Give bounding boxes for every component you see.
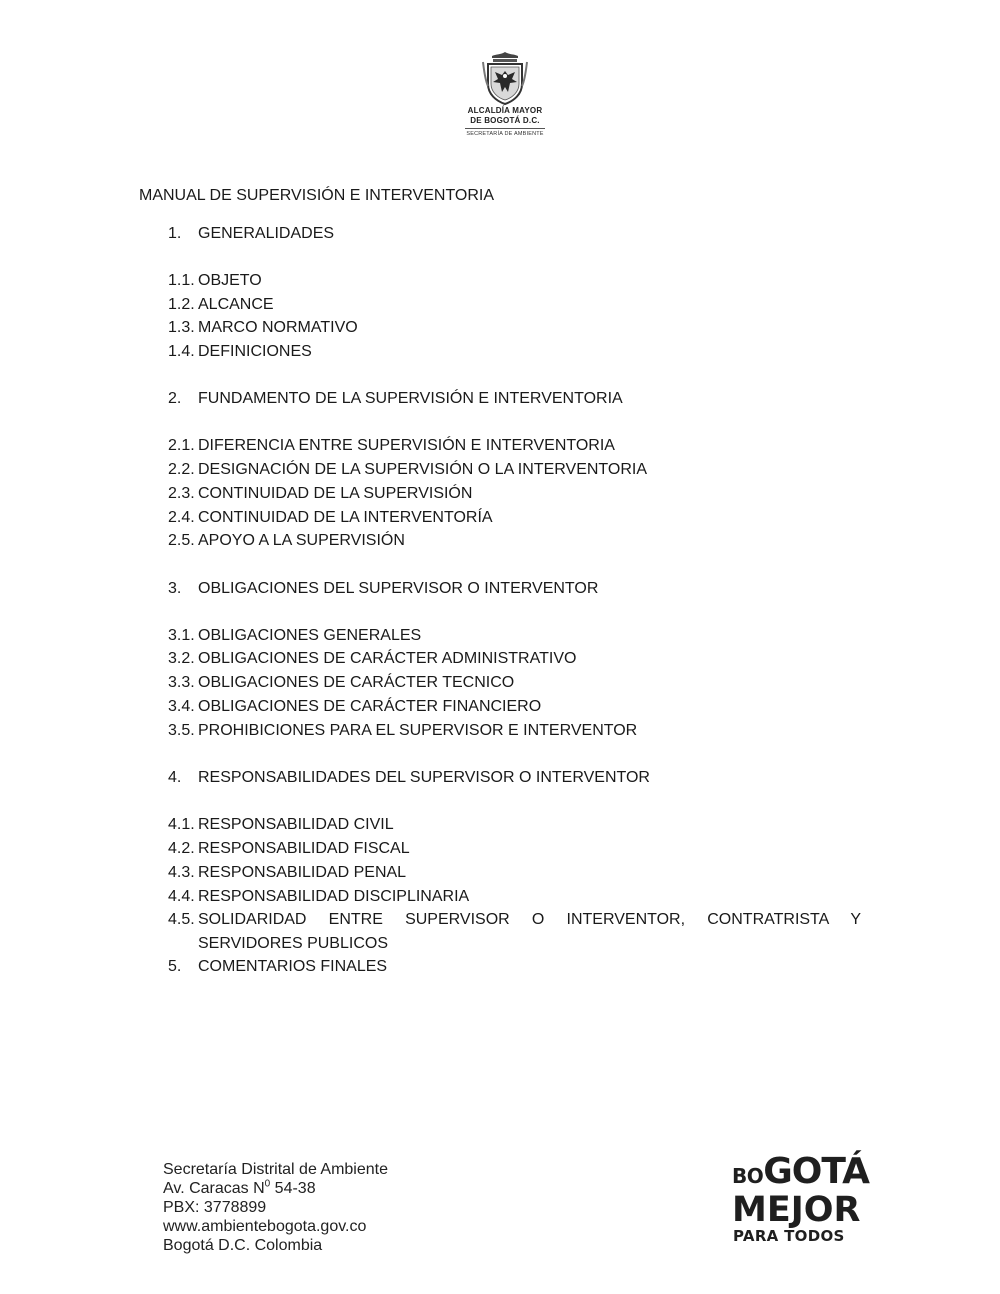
toc-number: 3.3. [168,674,195,691]
toc-item-2-4 [168,506,861,530]
toc-text: OBLIGACIONES DE CARÁCTER FINANCIERO [198,698,542,715]
bogota-mejor-logo [732,1148,870,1248]
toc-number: 2.1. [168,437,195,454]
header-logo [440,50,570,148]
toc-item-1-3 [168,316,861,340]
toc-text: RESPONSABILIDAD DISCIPLINARIA [198,888,470,905]
toc-item-2-2 [168,458,861,482]
toc-number: 4.3. [168,864,195,881]
toc-number: 1.2. [168,296,195,313]
toc-item-3-5 [168,719,861,743]
footer-street [163,1179,388,1198]
toc-item-1 [168,222,861,246]
toc-number: 3.5. [168,722,195,739]
toc-item-4-3 [168,861,861,885]
footer-street-suffix: 54-38 [270,1180,316,1197]
toc-text: RESPONSABILIDADES DEL SUPERVISOR O INTERVENTOR [198,769,650,786]
footer-org-name: Secretaría Distrital de Ambiente [163,1161,388,1178]
toc-number: 3.1. [168,627,195,644]
logo-text-secretaria: SECRETARÍA DE AMBIENTE [466,131,544,137]
toc-text: SOLIDARIDAD ENTRE SUPERVISOR O INTERVENTOR, CONTRATRISTA Y SERVIDORES PUBLICOS [198,911,861,952]
toc-text: OBJETO [198,272,262,289]
toc-text: CONTINUIDAD DE LA INTERVENTORÍA [198,509,493,526]
toc-number: 5. [168,958,182,975]
toc-text: RESPONSABILIDAD CIVIL [198,816,394,833]
toc-item-2-1 [168,434,861,458]
toc-item-1-4 [168,340,861,364]
toc-number: 1.3. [168,319,195,336]
toc-number: 2.3. [168,485,195,502]
toc-item-2 [168,387,861,411]
toc-item-4 [168,766,861,790]
footer-city: Bogotá D.C. Colombia [163,1237,323,1254]
toc-number: 1. [168,225,182,242]
document-title: MANUAL DE SUPERVISIÓN E INTERVENTORIA [139,187,495,204]
toc-text: APOYO A LA SUPERVISIÓN [198,532,405,549]
toc-number: 4.1. [168,816,195,833]
toc-number: 4.4. [168,888,195,905]
toc-number: 3.4. [168,698,195,715]
toc-number: 2.5. [168,532,195,549]
footer-street-prefix: Av. Caracas N [163,1180,265,1197]
toc-text: DEFINICIONES [198,343,312,360]
logo-mejor: MEJOR [732,1190,861,1230]
footer-phone: PBX: 3778899 [163,1199,267,1216]
toc-item-2-3 [168,482,861,506]
toc-text: RESPONSABILIDAD FISCAL [198,840,410,857]
toc-number: 2. [168,390,182,407]
toc-text: ALCANCE [198,296,274,313]
toc-text: OBLIGACIONES GENERALES [198,627,422,644]
toc-item-2-5 [168,529,861,553]
logo-para-todos: PARA TODOS [733,1227,845,1245]
toc-item-1-2 [168,293,861,317]
toc-text: MARCO NORMATIVO [198,319,358,336]
toc-number: 4.2. [168,840,195,857]
logo-divider [465,128,545,129]
toc-number: 1.4. [168,343,195,360]
toc-text: CONTINUIDAD DE LA SUPERVISIÓN [198,485,473,502]
toc-text: GENERALIDADES [198,225,335,242]
toc-text: DESIGNACIÓN DE LA SUPERVISIÓN O LA INTERVENTORIA [198,461,648,478]
logo-bo: BO [732,1164,764,1188]
toc-text: RESPONSABILIDAD PENAL [198,864,407,881]
toc-item-3-3 [168,671,861,695]
footer-street-sup: 0 [264,1178,271,1190]
toc-item-3-2 [168,647,861,671]
toc-number: 3.2. [168,650,195,667]
toc-item-4-4 [168,885,861,909]
toc-item-5 [168,955,861,979]
toc-item-4-2 [168,837,861,861]
toc-item-1-1 [168,269,861,293]
toc-number: 2.2. [168,461,195,478]
toc-text: DIFERENCIA ENTRE SUPERVISIÓN E INTERVENTORIA [198,437,615,454]
toc-number: 4.5. [168,911,195,928]
toc-item-3 [168,577,861,601]
toc-text: OBLIGACIONES DE CARÁCTER ADMINISTRATIVO [198,650,577,667]
toc-number: 4. [168,769,182,786]
toc-text: OBLIGACIONES DE CARÁCTER TECNICO [198,674,515,691]
toc-item-4-1 [168,813,861,837]
toc-number: 3. [168,580,182,597]
toc-number: 2.4. [168,509,195,526]
toc-number: 1.1. [168,272,195,289]
toc-item-3-4 [168,695,861,719]
toc-text: PROHIBICIONES PARA EL SUPERVISOR E INTERVENTOR [198,722,638,739]
toc-text: OBLIGACIONES DEL SUPERVISOR O INTERVENTOR [198,580,599,597]
footer-website: www.ambientebogota.gov.co [163,1218,367,1235]
toc-item-3-1 [168,624,861,648]
logo-text-bogota: DE BOGOTÁ D.C. [470,116,540,125]
logo-gota: GOTÁ [763,1151,870,1192]
logo-text-alcaldia: ALCALDÍA MAYOR [467,106,543,115]
toc-item-4-5 [168,908,861,956]
toc-text: COMENTARIOS FINALES [198,958,388,975]
toc-text: FUNDAMENTO DE LA SUPERVISIÓN E INTERVENTORIA [198,390,623,407]
footer-address [163,1160,388,1255]
coat-of-arms-icon [480,50,530,106]
